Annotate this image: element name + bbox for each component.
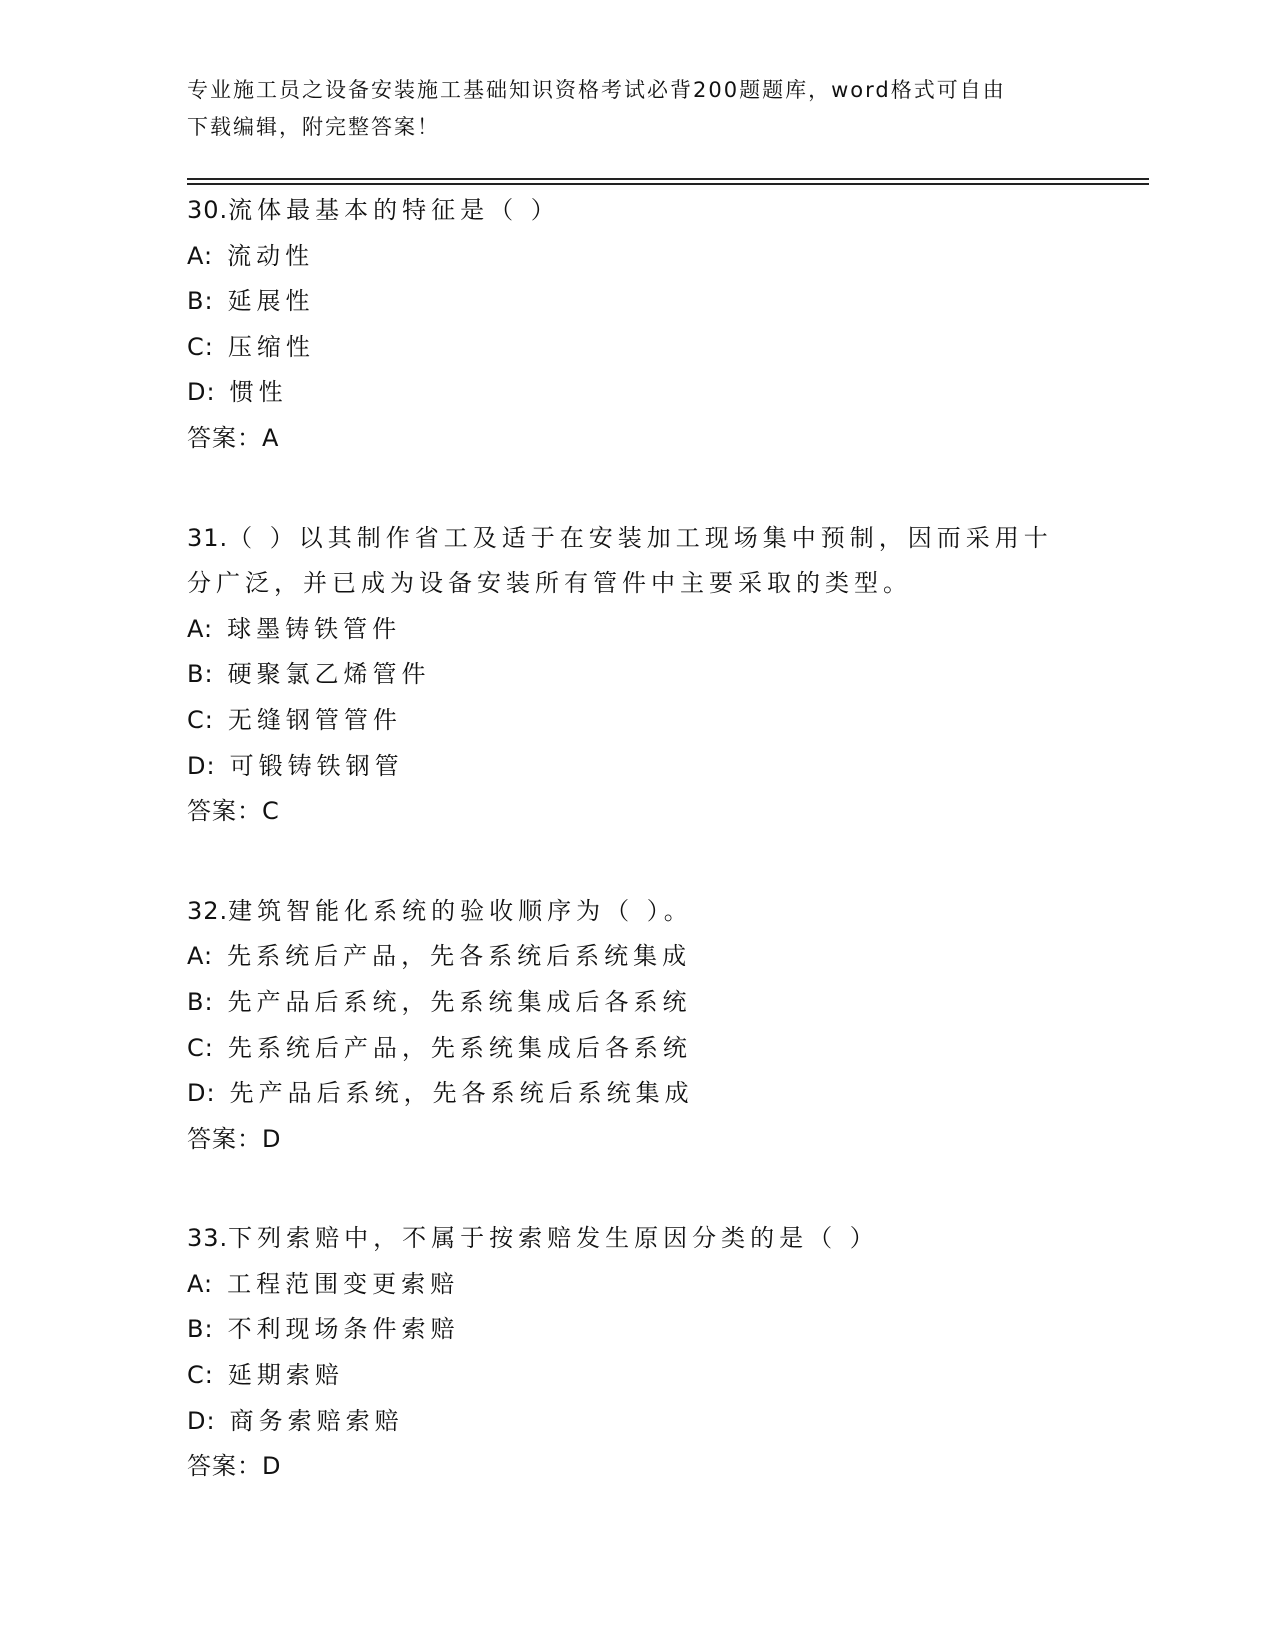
option-key: B: <box>187 1315 214 1344</box>
header-line-1: 专业施工员之设备安装施工基础知识资格考试必背200题题库，word格式可自由 <box>187 78 1006 102</box>
option-c <box>187 1026 1087 1072</box>
option-key: D: <box>187 378 216 407</box>
question-text: 下列索赔中，不属于按索赔发生原因分类的是（ ） <box>228 1224 879 1253</box>
answer-line: 答案：A <box>187 423 280 452</box>
question-33 <box>187 1216 1087 1490</box>
option-text: 延展性 <box>227 287 315 316</box>
option-a <box>187 1262 1087 1308</box>
option-text: 球墨铸铁管件 <box>227 614 402 643</box>
option-text: 流动性 <box>227 241 315 270</box>
header-divider-bottom <box>187 183 1149 185</box>
option-text: 不利现场条件索赔 <box>227 1315 460 1344</box>
option-a <box>187 607 1087 653</box>
header-divider-top <box>187 178 1149 180</box>
option-c <box>187 1353 1087 1399</box>
option-b <box>187 279 1087 325</box>
question-text: 建筑智能化系统的验收顺序为（ ）。 <box>228 896 693 925</box>
option-d <box>187 370 1087 416</box>
option-key: D: <box>187 1079 216 1108</box>
option-text: 先产品后系统，先系统集成后各系统 <box>227 987 692 1016</box>
option-text: 无缝钢管管件 <box>227 705 402 734</box>
option-key: C: <box>187 705 214 734</box>
option-text: 硬聚氯乙烯管件 <box>227 660 431 689</box>
option-a <box>187 934 1087 980</box>
question-list <box>187 188 1087 1544</box>
option-c <box>187 698 1087 744</box>
option-key: A: <box>187 241 214 270</box>
option-key: D: <box>187 1406 216 1435</box>
question-stem <box>187 889 1087 935</box>
option-text: 惯性 <box>229 378 288 407</box>
answer-line: 答案：D <box>187 1452 282 1481</box>
option-text: 延期索赔 <box>227 1361 344 1390</box>
option-key: C: <box>187 1361 214 1390</box>
question-number: 30. <box>187 196 229 224</box>
question-number: 32. <box>187 896 229 925</box>
option-text: 可锻铸铁钢管 <box>229 751 404 780</box>
option-key: C: <box>187 332 214 361</box>
option-a <box>187 234 1087 280</box>
option-key: B: <box>187 287 214 316</box>
question-stem-continued: 分广泛，并已成为设备安装所有管件中主要采取的类型。 <box>187 569 912 598</box>
answer-line: 答案：C <box>187 797 280 826</box>
option-key: C: <box>187 1033 214 1062</box>
option-b <box>187 652 1087 698</box>
question-stem <box>187 1216 1087 1262</box>
question-stem <box>187 188 1087 234</box>
header-line-2: 下载编辑，附完整答案！ <box>187 115 440 139</box>
question-text: （ ）以其制作省工及适于在安装加工现场集中预制，因而采用十 <box>228 523 1053 552</box>
question-number: 33. <box>187 1224 229 1253</box>
option-text: 先产品后系统，先各系统后系统集成 <box>229 1079 694 1108</box>
option-key: A: <box>187 1269 214 1298</box>
question-30 <box>187 188 1087 462</box>
option-d <box>187 1071 1087 1117</box>
option-text: 商务索赔索赔 <box>229 1406 404 1435</box>
question-32 <box>187 889 1087 1163</box>
option-text: 先系统后产品，先各系统后系统集成 <box>227 942 692 971</box>
option-b <box>187 1307 1087 1353</box>
option-d <box>187 744 1087 790</box>
option-key: A: <box>187 614 214 643</box>
option-c <box>187 325 1087 371</box>
document-header <box>187 72 1067 146</box>
question-31 <box>187 516 1087 835</box>
option-key: D: <box>187 751 216 780</box>
question-stem <box>187 516 1087 562</box>
option-text: 先系统后产品，先系统集成后各系统 <box>227 1033 692 1062</box>
option-text: 工程范围变更索赔 <box>227 1269 460 1298</box>
question-number: 31. <box>187 523 229 552</box>
option-key: B: <box>187 987 214 1016</box>
question-text: 流体最基本的特征是（ ） <box>228 196 560 224</box>
option-d <box>187 1399 1087 1445</box>
option-key: A: <box>187 942 214 971</box>
option-text: 压缩性 <box>227 332 315 361</box>
option-b <box>187 980 1087 1026</box>
option-key: B: <box>187 660 214 689</box>
answer-line: 答案：D <box>187 1124 282 1153</box>
